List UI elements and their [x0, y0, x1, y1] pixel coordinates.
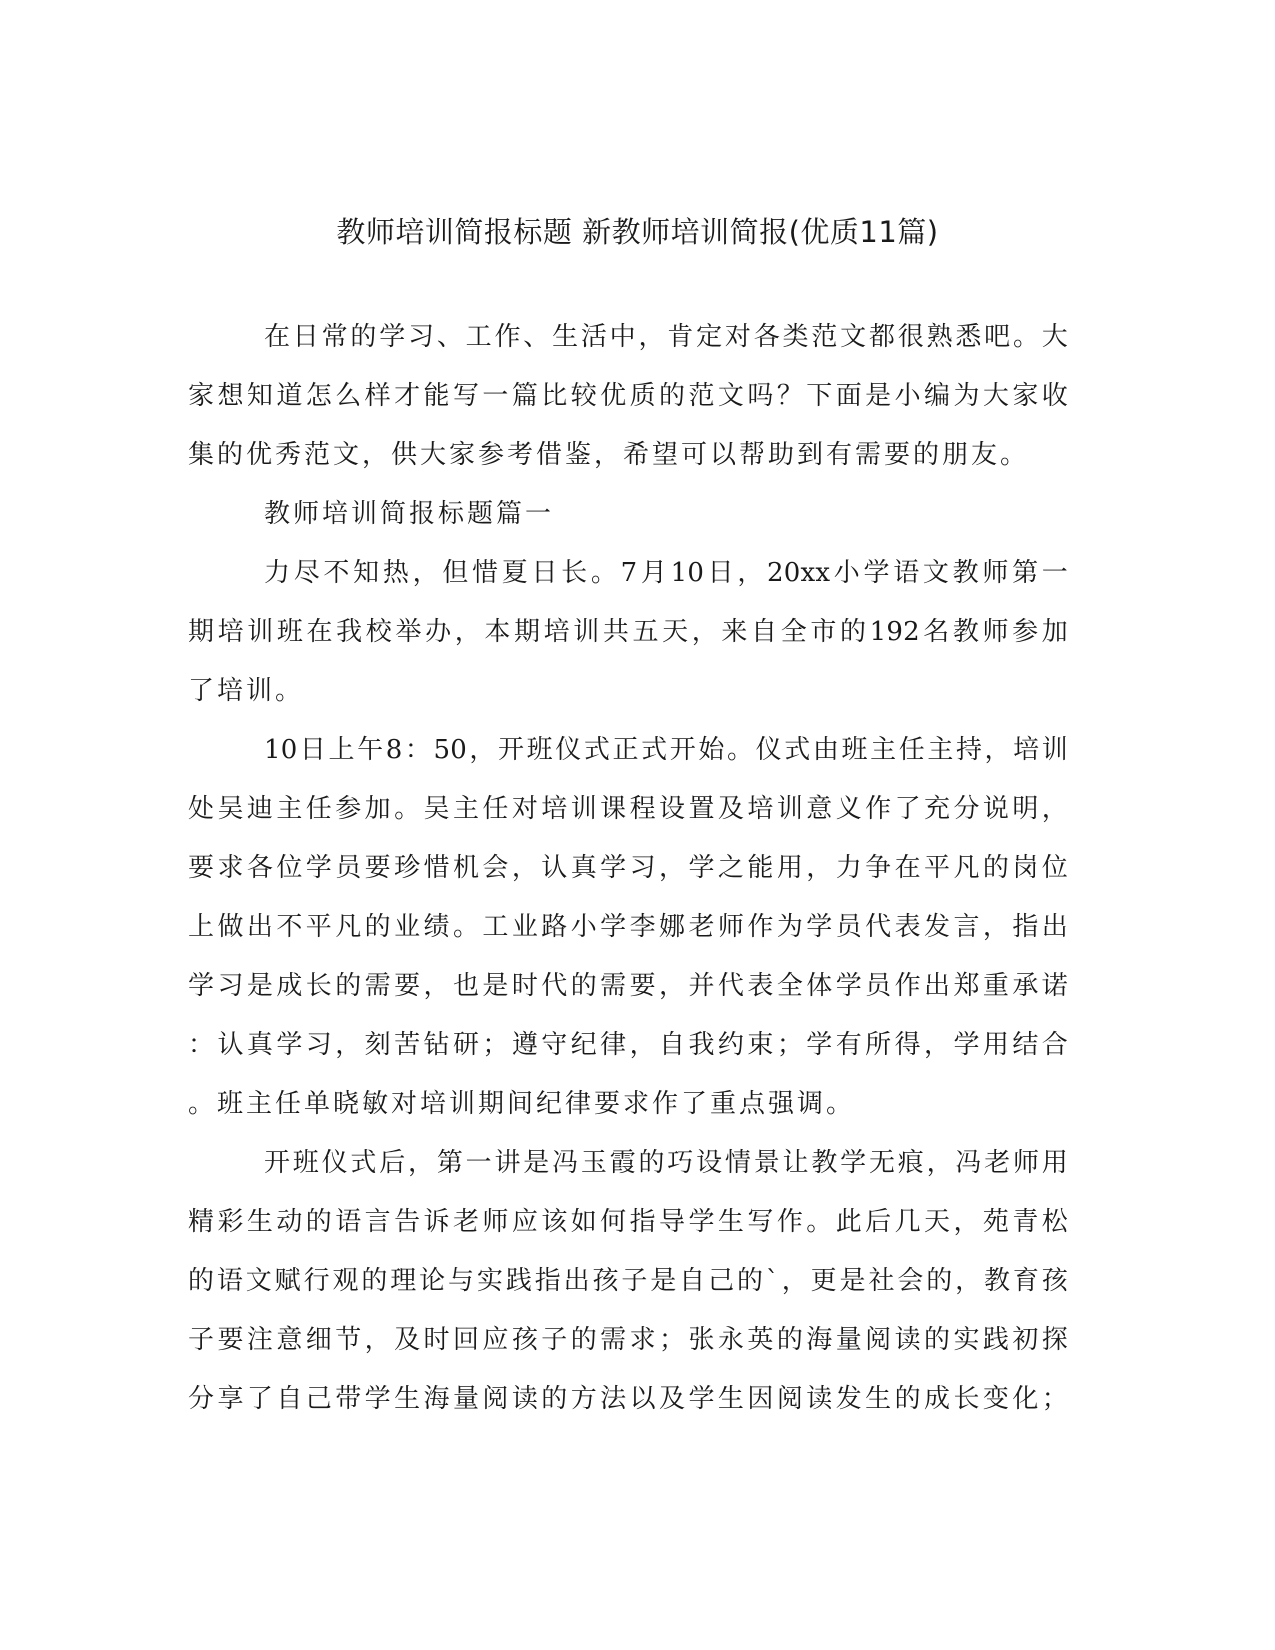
- body-line: 精彩生动的语言告诉老师应该如何指导学生写作。此后几天，苑青松: [188, 1207, 1068, 1237]
- body-line: 要求各位学员要珍惜机会，认真学习，学之能用，力争在平凡的岗位: [188, 853, 1068, 883]
- body-line: 10日上午8：50，开班仪式正式开始。仪式由班主任主持，培训: [264, 735, 1068, 765]
- body-line: 。班主任单晓敏对培训期间纪律要求作了重点强调。: [188, 1089, 856, 1119]
- section-heading: 教师培训简报标题篇一: [264, 499, 555, 529]
- body-line: 学习是成长的需要，也是时代的需要，并代表全体学员作出郑重承诺: [188, 971, 1068, 1001]
- body-line: 家想知道怎么样才能写一篇比较优质的范文吗？下面是小编为大家收: [188, 381, 1068, 411]
- body-line: 在日常的学习、工作、生活中，肯定对各类范文都很熟悉吧。大: [264, 322, 1068, 352]
- document-title: 教师培训简报标题 新教师培训简报(优质11篇): [336, 215, 939, 249]
- body-line: 了培训。: [188, 676, 305, 706]
- body-line: 子要注意细节，及时回应孩子的需求；张永英的海量阅读的实践初探: [188, 1325, 1068, 1355]
- body-line: 力尽不知热，但惜夏日长。7月10日，20xx小学语文教师第一: [264, 558, 1068, 588]
- body-line: 的语文赋行观的理论与实践指出孩子是自己的`，更是社会的，教育孩: [188, 1266, 1068, 1296]
- body-line: 集的优秀范文，供大家参考借鉴，希望可以帮助到有需要的朋友。: [188, 440, 1030, 470]
- body-line: 处吴迪主任参加。吴主任对培训课程设置及培训意义作了充分说明，: [188, 794, 1068, 824]
- body-line: ：认真学习，刻苦钻研；遵守纪律，自我约束；学有所得，学用结合: [188, 1030, 1068, 1060]
- body-line: 开班仪式后，第一讲是冯玉霞的巧设情景让教学无痕，冯老师用: [264, 1148, 1068, 1178]
- body-line: 期培训班在我校举办，本期培训共五天，来自全市的192名教师参加: [188, 617, 1068, 647]
- body-line: 上做出不平凡的业绩。工业路小学李娜老师作为学员代表发言，指出: [188, 912, 1068, 942]
- body-line: 分享了自己带学生海量阅读的方法以及学生因阅读发生的成长变化；: [188, 1384, 1068, 1414]
